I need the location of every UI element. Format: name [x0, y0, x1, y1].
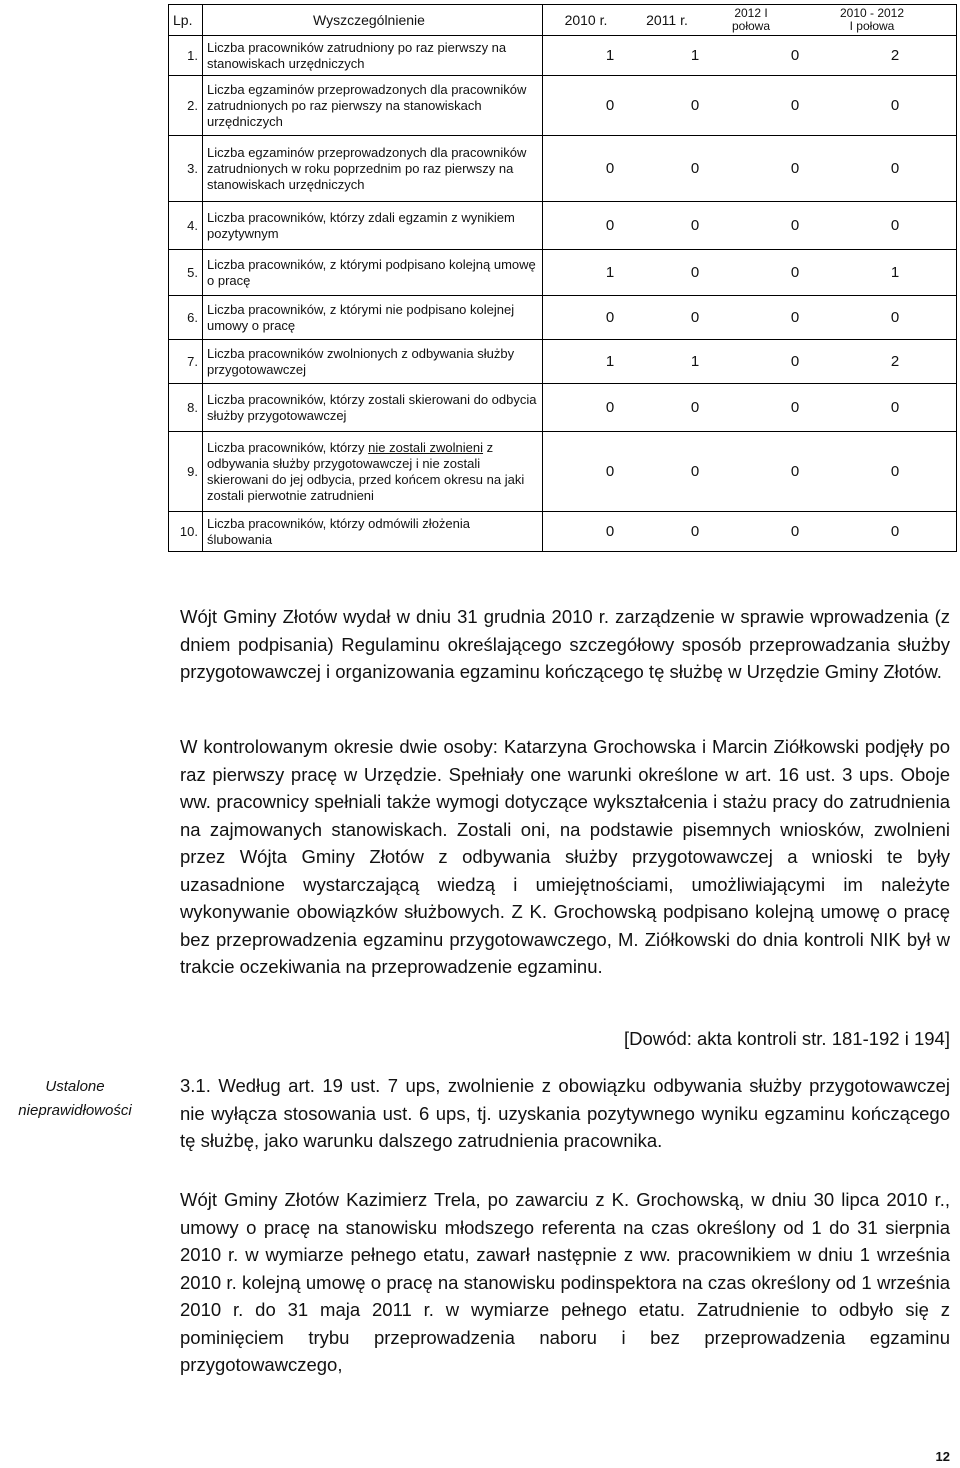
paragraph-employees — [180, 733, 950, 981]
paragraph-text: Wójt Gminy Złotów Kazimierz Trela, po zawarciu z K. Grochowską, w dniu 30 lipca 2010 r., umowy o pracę na stanowisku młodszego referenta na czas określony od 1 do 31 sierpnia 2010 r. w wymiarze pełnego etatu, zawarł następnie z ww. pracownikiem w dniu 1 września 2010 r. kolejną umowę o pracę na stanowisku podinspektora na czas określony od 1 września 2010 r. do 31 maja 2011 r. w wymiarze pełnego etatu. Zatrudnienie to odbyło się z pominięciem trybu przeprowadzenia naboru i bez przeprowadzenia egzaminu przygotowawczego, — [180, 1189, 950, 1375]
row-value: 0 — [790, 462, 800, 480]
row-description-underlined: nie zostali zwolnieni — [368, 439, 484, 455]
row-description: Liczba pracowników zatrudniony po raz pierwszy na stanowiskach urzędniczych — [203, 36, 543, 76]
table-row — [169, 384, 957, 432]
paragraph-contract — [180, 1186, 950, 1379]
row-value: 1 — [690, 352, 700, 370]
row-number: 7. — [169, 340, 203, 384]
row-description: Liczba egzaminów przeprowadzonych dla pracowników zatrudnionych w roku poprzednim po raz pierwszy na stanowiskach urzędniczych — [203, 136, 543, 202]
row-value: 0 — [890, 398, 900, 416]
table-row — [169, 512, 957, 552]
row-value: 0 — [890, 522, 900, 540]
header-2011: 2011 r. — [646, 12, 688, 28]
row-values — [543, 384, 957, 432]
row-value: 0 — [890, 308, 900, 326]
row-number: 1. — [169, 36, 203, 76]
row-description: Liczba pracowników, którzy odmówili złożenia ślubowania — [203, 512, 543, 552]
row-value: 0 — [790, 398, 800, 416]
row-value: 1 — [690, 46, 700, 64]
row-value: 0 — [690, 308, 700, 326]
row-value: 0 — [605, 522, 615, 540]
table-row — [169, 76, 957, 136]
paragraph-text: W kontrolowanym okresie dwie osoby: Katarzyna Grochowska i Marcin Ziółkowski podjęły po raz pierwszy pracę w Urzędzie. Spełniały one warunki określone w art. 16 ust. 3 ups. Oboje ww. pracownicy spełniali także wymogi dotyczące wykształcenia i stażu pracy do zatrudnienia na zajmowanych stanowiskach. Zostali oni, na podstawie pisemnych wniosków, zwolnieni przez Wójta Gminy Złotów z odbywania służby przygotowawczej a wnioski te były uzasadnione wystarczającą wiedzą i umiejętnościami, umożliwiającymi im należyte wykonywanie obowiązków służbowych. Z K. Grochowską podpisano kolejną umowę o pracę bez przeprowadzenia egzaminu przygotowawczego, M. Ziółkowski do dnia kontroli NIK był w trakcie oczekiwania na przeprowadzenie egzaminu. — [180, 736, 950, 977]
paragraph-regulation — [180, 603, 950, 686]
row-value: 0 — [890, 216, 900, 234]
row-value: 0 — [605, 96, 615, 114]
row-values — [543, 136, 957, 202]
header-years — [543, 5, 957, 36]
evidence-reference: [Dowód: akta kontroli str. 181-192 i 194] — [624, 1028, 950, 1049]
row-values — [543, 296, 957, 340]
row-number: 6. — [169, 296, 203, 340]
row-description: Liczba pracowników, z którymi podpisano kolejną umowę o pracę — [203, 250, 543, 296]
row-value: 0 — [605, 216, 615, 234]
row-description-part: Liczba pracowników, którzy — [207, 439, 369, 455]
row-value: 0 — [690, 96, 700, 114]
table-row — [169, 296, 957, 340]
row-value: 0 — [690, 462, 700, 480]
row-number: 3. — [169, 136, 203, 202]
row-value: 0 — [890, 96, 900, 114]
row-value: 0 — [790, 216, 800, 234]
paragraph-text: 3.1. Według art. 19 ust. 7 ups, zwolnienie z obowiązku odbywania służby przygotowawczej nie wyłącza stosowania ust. 6 ups, tj. uzyskania pozytywnego wyniku egzaminu kończącego tę służbę, jako warunku dalszego zatrudnienia pracownika. — [180, 1075, 950, 1151]
table-header-row — [169, 5, 957, 36]
row-values — [543, 432, 957, 512]
row-value: 0 — [790, 352, 800, 370]
row-number: 4. — [169, 202, 203, 250]
row-number: 9. — [169, 432, 203, 512]
row-values — [543, 202, 957, 250]
row-value: 2 — [890, 46, 900, 64]
side-label: Ustalone nieprawidłowości — [18, 1078, 132, 1119]
row-value: 0 — [790, 522, 800, 540]
row-value: 0 — [605, 398, 615, 416]
row-description: Liczba egzaminów przeprowadzonych dla pracowników zatrudnionych po raz pierwszy na stanowiskach urzędniczych — [203, 76, 543, 136]
row-value: 1 — [605, 46, 615, 64]
header-description: Wyszczególnienie — [203, 5, 543, 36]
row-number: 8. — [169, 384, 203, 432]
row-value: 0 — [790, 46, 800, 64]
row-value: 0 — [690, 216, 700, 234]
row-value: 0 — [605, 462, 615, 480]
row-description: Liczba pracowników zwolnionych z odbywania służby przygotowawczej — [203, 340, 543, 384]
table-row — [169, 250, 957, 296]
row-value: 1 — [605, 352, 615, 370]
header-2012: 2012 I połowa — [731, 6, 771, 33]
table-row — [169, 432, 957, 512]
row-value: 0 — [790, 308, 800, 326]
table-row — [169, 340, 957, 384]
header-2010-2012: 2010 - 2012 I połowa — [839, 6, 905, 33]
page-number: 12 — [935, 1449, 950, 1464]
row-value: 1 — [890, 263, 900, 281]
statistics-table — [168, 4, 956, 552]
table-row — [169, 36, 957, 76]
row-value: 0 — [790, 159, 800, 177]
row-values — [543, 36, 957, 76]
row-description: Liczba pracowników, którzy zdali egzamin z wynikiem pozytywnym — [203, 202, 543, 250]
paragraph-finding — [180, 1072, 950, 1155]
row-value: 0 — [690, 159, 700, 177]
row-description: Liczba pracowników, z którymi nie podpisano kolejnej umowy o pracę — [203, 296, 543, 340]
row-value: 0 — [890, 159, 900, 177]
row-description — [203, 432, 543, 512]
row-description-part: z odbywania służby przygotowawczej i nie zostali skierowani do jej odbycia, przed końcem okresu na jaki zostali pierwotnie zatrudnieni — [207, 439, 525, 503]
row-values — [543, 76, 957, 136]
row-values — [543, 250, 957, 296]
row-value: 0 — [690, 398, 700, 416]
row-value: 0 — [690, 263, 700, 281]
table-row — [169, 136, 957, 202]
row-number: 2. — [169, 76, 203, 136]
row-number: 5. — [169, 250, 203, 296]
header-lp: Lp. — [169, 5, 203, 36]
row-value: 0 — [890, 462, 900, 480]
row-description: Liczba pracowników, którzy zostali skierowani do odbycia służby przygotowawczej — [203, 384, 543, 432]
row-value: 0 — [605, 308, 615, 326]
row-values — [543, 512, 957, 552]
row-value: 0 — [605, 159, 615, 177]
row-value: 2 — [890, 352, 900, 370]
row-value: 1 — [605, 263, 615, 281]
header-2010: 2010 r. — [564, 12, 608, 28]
row-value: 0 — [790, 263, 800, 281]
row-value: 0 — [790, 96, 800, 114]
table-row — [169, 202, 957, 250]
row-number: 10. — [169, 512, 203, 552]
paragraph-text: Wójt Gminy Złotów wydał w dniu 31 grudnia 2010 r. zarządzenie w sprawie wprowadzenia (z dniem podpisania) Regulaminu określającego szczegółowy sposób przeprowadzania służby przygotowawczej i organizowania egzaminu kończącego tę służbę w Urzędzie Gminy Złotów. — [180, 606, 950, 682]
row-values — [543, 340, 957, 384]
row-value: 0 — [690, 522, 700, 540]
